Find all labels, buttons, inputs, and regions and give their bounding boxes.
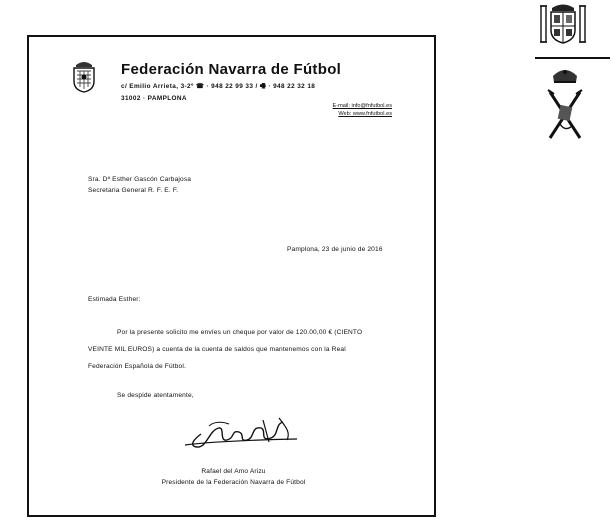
address-line: c/ Emilio Arrieta, 3-2º ☎ · 948 22 99 33 / 🖷 · 948 22 32 18 [121,83,316,90]
body-line-3: Federación Española de Fútbol. [88,363,186,370]
closing: Se despide atentamente, [117,392,194,399]
divider [535,57,610,59]
recipient-role: Secretaria General R. F. E. F. [88,187,179,194]
website-link[interactable]: Web: www.fnfutbol.es [338,111,392,117]
body-line-2: VEINTE MIL EUROS) a cuenta de la cuenta de saldos que mantenemos con la Real [88,346,346,353]
navarra-crest-icon [71,59,97,93]
signer-name: Rafael del Amo Arizu [201,468,266,475]
salutation: Estimada Esther: [88,296,141,303]
guardia-civil-emblem-icon [540,62,590,144]
handwritten-signature [179,412,304,458]
date-line: Pamplona, 23 de junio de 2016 [287,246,383,253]
body-line-1: Por la presente solicito me envíes un cheque por valor de 120.00,00 € (CIENTO [117,329,363,336]
recipient-name: Sra. Dª Esther Gascón Carbajosa [88,176,192,183]
signer-title: Presidente de la Federación Navarra de Fútbol [161,479,306,486]
email-link[interactable]: E-mail: info@fnfutbol.es [332,103,392,109]
federation-title: Federación Navarra de Fútbol [121,61,342,78]
letter-page [27,35,436,517]
spain-coat-of-arms-icon [538,2,588,46]
city-line: 31002 · PAMPLONA [121,95,187,102]
